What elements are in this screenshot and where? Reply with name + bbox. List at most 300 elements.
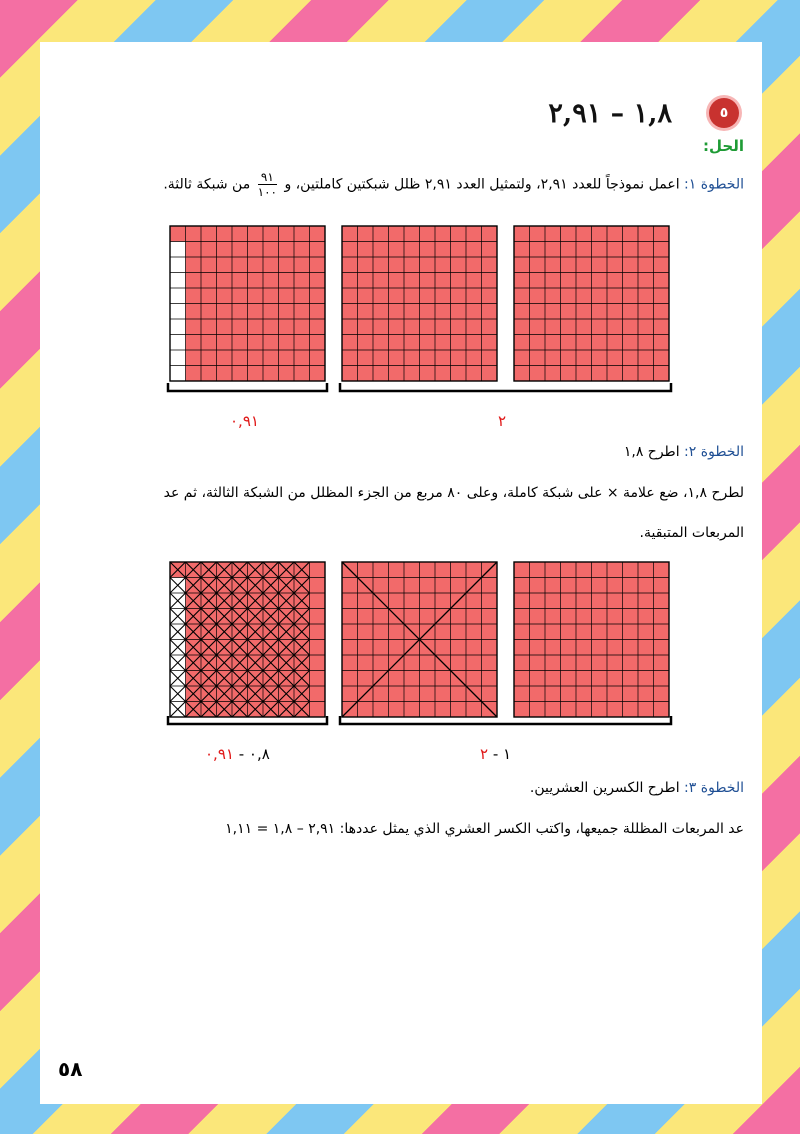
grid-cell [530,609,546,625]
grid-cell [576,242,592,258]
grid-cell [404,242,420,258]
solution-label: الحل: [703,137,744,155]
grid-cell [482,609,498,625]
grid-cell [638,319,654,335]
grid-cell [514,335,530,351]
grid-cell [389,624,405,640]
grid-cell [232,257,248,273]
grid-cell [482,578,498,594]
grid-cell [279,366,295,382]
grid-cell [201,226,217,242]
grid-cell [358,640,374,656]
grid-cell [451,609,467,625]
grid-cell [514,366,530,382]
grid-cell [420,366,436,382]
grid-cell [294,319,310,335]
grid-cell [373,335,389,351]
grid-cell [576,593,592,609]
grid-cell [389,319,405,335]
grid-cell [420,288,436,304]
grid-cell [561,640,577,656]
grid-cell [404,655,420,671]
grid-cell [263,304,279,320]
grid-cell [263,319,279,335]
grid-partial-crossed [168,560,327,719]
grid-cell [530,593,546,609]
grid-cell [545,350,561,366]
grid-cell [482,366,498,382]
grid-cell [404,226,420,242]
grid-cell [530,335,546,351]
grid-cell [576,226,592,242]
grid-cell [514,562,530,578]
grid-cell [607,609,623,625]
grid-cell [451,257,467,273]
grid-cell [263,226,279,242]
grid-cell [373,366,389,382]
grid-cell [561,593,577,609]
grid-cell [530,226,546,242]
grid-cell [638,304,654,320]
grid-cell [435,640,451,656]
grid-cell [342,593,358,609]
grid-cell [404,273,420,289]
page-number: ٥٨ [58,1057,83,1081]
grid-cell [482,640,498,656]
grid-cell [358,226,374,242]
step2-line [624,444,744,460]
grid-cell [592,609,608,625]
grid-cell [373,609,389,625]
grid-cell [623,304,639,320]
grid-cell [294,226,310,242]
grid-cell [435,288,451,304]
grid-cell [310,562,326,578]
grid-cell [466,671,482,687]
grid-cell [263,242,279,258]
grid-cell [561,304,577,320]
grid-cell [530,304,546,320]
grid-cell [420,304,436,320]
grid-cell [466,319,482,335]
grid-cell [358,366,374,382]
grid-cell [435,578,451,594]
grid-cell [310,242,326,258]
grid-cell [451,242,467,258]
grid-cell [373,624,389,640]
grid-cell [638,640,654,656]
grid-cell [654,350,670,366]
grid-cell [420,686,436,702]
grid-cell [358,304,374,320]
grid-cell [310,335,326,351]
grid-cell [623,562,639,578]
grid-cell [310,609,326,625]
grid-cell [654,640,670,656]
grid-cell [294,288,310,304]
grid-cell [217,319,233,335]
grid-cell [514,350,530,366]
grid-cell [592,242,608,258]
label-2-minus-1 [480,745,511,763]
grid-cell [482,655,498,671]
grid-cell [404,319,420,335]
grid-cell [514,273,530,289]
grid-cell [342,640,358,656]
step1-text-end: من شبكة ثالثة. [163,176,251,193]
grid-cell [466,609,482,625]
grid-cell [389,335,405,351]
grid-cell [404,288,420,304]
label-091-minus-08 [205,745,270,763]
grid-cell [607,335,623,351]
grid-cell [623,624,639,640]
grid-cell [623,640,639,656]
grid-cell [638,671,654,687]
grid-cell [482,273,498,289]
grid-cell [561,242,577,258]
grid-cell [482,671,498,687]
grid-cell [561,655,577,671]
grid-cell [342,624,358,640]
grid-cell [263,366,279,382]
grid-cell [545,655,561,671]
grid-cell [623,593,639,609]
grid-cell [404,366,420,382]
grid-cell [373,655,389,671]
grid-cell [186,335,202,351]
grid-cell [217,242,233,258]
grid-cell [217,257,233,273]
grid-cell [435,242,451,258]
grid-cell [545,593,561,609]
grid-cell [576,366,592,382]
grid-cell [404,562,420,578]
grid-cell [623,609,639,625]
grid-cell [466,273,482,289]
grid-cell [201,273,217,289]
grid-cell [373,226,389,242]
grid-cell [373,562,389,578]
grid-cell [389,273,405,289]
grid-cell [545,319,561,335]
step1-text: اعمل نموذجاً للعدد ٢,٩١، ولتمثيل العدد ٢,٩١ ظلل شبكتين كاملتين، و [284,176,680,193]
grid-cell [654,686,670,702]
grid-cell [358,350,374,366]
grid-cell [389,257,405,273]
grid-cell [170,257,186,273]
grid-full-remaining [512,560,671,719]
grid-cell [482,319,498,335]
grid-cell [545,686,561,702]
grid-cell [561,366,577,382]
step3-text: اطرح الكسرين العشريين. [529,780,680,796]
grid-cell [607,257,623,273]
grid-cell [342,350,358,366]
grid-cell [232,273,248,289]
grid-cell [420,609,436,625]
step3-paragraph: عد المربعات المظللة جميعها، واكتب الكسر العشري الذي يمثل عددها: ٢,٩١ – ١,٨ = ١,١١ [225,821,744,837]
grid-cell [310,273,326,289]
grid-cell [217,350,233,366]
grid-cell [294,350,310,366]
grid-cell [514,578,530,594]
grid-cell [654,242,670,258]
grid-partial-091 [168,224,327,383]
grid-cell [638,366,654,382]
grid-cell [358,273,374,289]
grid-cell [373,257,389,273]
grid-cell [342,578,358,594]
grid-cell [389,304,405,320]
step2-text: اطرح ١,٨ [623,444,680,460]
grid-cell [170,350,186,366]
grid-cell [530,578,546,594]
grid-cell [435,304,451,320]
grid-cell [607,304,623,320]
grid-cell [607,578,623,594]
grid-cell [654,578,670,594]
grid-cell [561,686,577,702]
grid-cell [514,640,530,656]
grid-cell [545,640,561,656]
grid-cell [186,226,202,242]
grid-cell [654,335,670,351]
grid-cell [607,319,623,335]
grid-cell [592,686,608,702]
label-2-red: ٢ [480,745,489,763]
grid-cell [435,671,451,687]
grid-cell [623,226,639,242]
grid-cell [576,304,592,320]
grid-cell [170,304,186,320]
grid-cell [420,562,436,578]
grid-cell [248,304,264,320]
grid-cell [248,350,264,366]
textbook-page [40,42,762,1104]
grid-cell [294,304,310,320]
step2-paragraph-line2: المربعات المتبقية. [639,525,744,541]
grid-cell [186,366,202,382]
grid-cell [389,350,405,366]
grid-cell [248,242,264,258]
grid-cell [358,319,374,335]
grid-cell [201,319,217,335]
grid-cell [482,242,498,258]
grid-cell [638,578,654,594]
grid-cell [623,242,639,258]
grid-cell [435,257,451,273]
grid-cell [389,366,405,382]
grid-cell [435,226,451,242]
grid-cell [607,624,623,640]
grid-cell [561,257,577,273]
grid-cell [607,288,623,304]
grid-cell [263,257,279,273]
grid-cell [482,288,498,304]
grid-full-2 [512,224,671,383]
label-2: ٢ [498,412,507,430]
grid-cell [294,366,310,382]
grid-cell [310,366,326,382]
grid-cell [170,366,186,382]
grid-cell [451,578,467,594]
grid-cell [545,242,561,258]
grid-cell [623,257,639,273]
grid-cell [592,562,608,578]
grid-cell [294,335,310,351]
grid-cell [186,304,202,320]
grid-cell [248,319,264,335]
grid-cell [466,624,482,640]
grid-cell [482,593,498,609]
grid-cell [638,335,654,351]
grid-cell [310,350,326,366]
grid-cell [420,593,436,609]
grid-full-1 [340,224,499,383]
grid-cell [342,273,358,289]
grid-cell [451,350,467,366]
grid-cell [389,562,405,578]
grid-cell [279,350,295,366]
grid-cell [576,335,592,351]
grid-cell [466,257,482,273]
step3-label: الخطوة ٣: [684,780,744,796]
grid-cell [623,671,639,687]
grid-cell [638,273,654,289]
grid-cell [389,578,405,594]
grid-cell [435,273,451,289]
grid-cell [373,640,389,656]
grid-cell [217,226,233,242]
label-minus-08: ٠,٨ - [238,745,270,763]
grid-cell [576,578,592,594]
grid-cell [248,273,264,289]
grid-cell [592,319,608,335]
grid-cell [451,562,467,578]
grid-cell [607,671,623,687]
grid-cell [482,624,498,640]
grid-cell [217,273,233,289]
grid-cell [623,288,639,304]
grid-cell [592,226,608,242]
grid-cell [404,578,420,594]
grid-cell [576,319,592,335]
grid-cell [420,226,436,242]
grid-cell [638,257,654,273]
grid-cell [201,350,217,366]
grid-cell [466,242,482,258]
grid-cell [435,562,451,578]
braces-2 [40,714,740,734]
grid-cell [514,686,530,702]
grid-cell [451,226,467,242]
grid-cell [607,242,623,258]
grid-cell [654,226,670,242]
grid-cell [373,319,389,335]
grid-cell [561,624,577,640]
grid-cell [530,686,546,702]
grid-cell [592,640,608,656]
grid-cell [576,288,592,304]
problem-expression: ١,٨ – ٢,٩١ [548,98,672,129]
grid-cell [342,366,358,382]
grid-cell [435,686,451,702]
grid-cell [389,242,405,258]
grid-cell [186,350,202,366]
grid-cell [592,578,608,594]
grid-cell [435,624,451,640]
grid-cell [638,655,654,671]
grid-cell [310,640,326,656]
grid-cell [654,257,670,273]
grid-cell [561,609,577,625]
grid-cell [530,624,546,640]
grid-cell [342,686,358,702]
grid-cell [232,335,248,351]
grid-cell [310,655,326,671]
grid-cell [466,655,482,671]
step1-line [163,170,744,199]
grid-cell [514,226,530,242]
grid-cell [561,226,577,242]
grid-cell [482,686,498,702]
grid-cell [232,366,248,382]
grid-cell [638,624,654,640]
grid-cell [545,257,561,273]
grid-cell [263,288,279,304]
grid-cell [201,366,217,382]
grid-cell [310,304,326,320]
grid-cell [358,671,374,687]
grid-cell [607,640,623,656]
grid-cell [545,366,561,382]
grid-cell [389,671,405,687]
grid-cell [514,257,530,273]
grid-cell [389,593,405,609]
grid-cell [530,257,546,273]
grid-cell [654,624,670,640]
grid-cell [592,288,608,304]
grid-cell [482,257,498,273]
grid-cell [358,257,374,273]
grid-cell [451,288,467,304]
grid-cell [389,288,405,304]
grid-cell [623,366,639,382]
grid-cell [607,593,623,609]
grid-cell [607,686,623,702]
grid-cell [654,655,670,671]
grid-cell [358,288,374,304]
grid-cell [466,366,482,382]
grid-cell [294,257,310,273]
grid-cell [170,273,186,289]
grid-cell [514,304,530,320]
grid-cell [561,350,577,366]
grid-cell [248,226,264,242]
grid-cell [530,640,546,656]
grid-cell [404,304,420,320]
grid-cell [358,609,374,625]
grid-cell [638,226,654,242]
grid-cell [654,273,670,289]
grid-cell [186,242,202,258]
grid-cell [263,273,279,289]
grid-cell [545,609,561,625]
grid-cell [530,319,546,335]
grid-cell [342,655,358,671]
fraction-numerator: ٩١ [258,170,277,185]
